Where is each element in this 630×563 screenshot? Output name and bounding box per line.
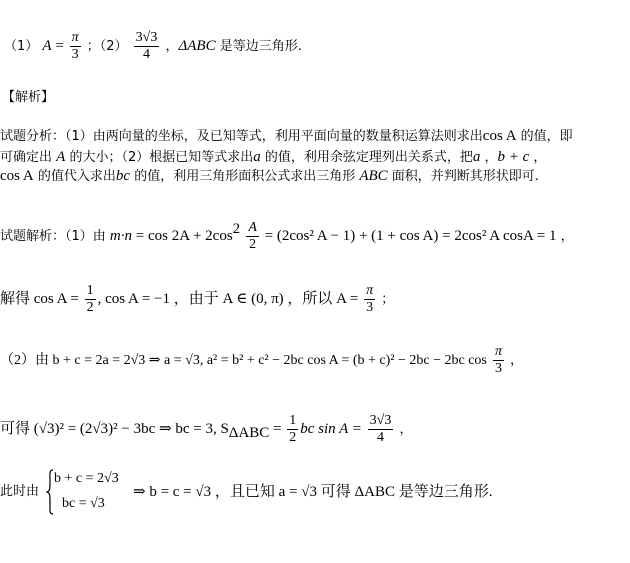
math: （2）由 b + c = 2a = 2√3 ⇒ a = √3, a² = b² + c² − 2bc cos A = (b + c)² − 2bc − 2bc cos [0, 353, 487, 368]
frac-num: 3√3 [369, 413, 392, 428]
frac-num: A [248, 220, 257, 235]
frac-num: 1 [86, 283, 94, 298]
math: = [269, 421, 286, 437]
text: ， [480, 150, 498, 165]
frac-3sqrt3-4 [368, 413, 394, 446]
answer-part1-label: （1） [4, 39, 39, 54]
frac-den: 4 [377, 430, 385, 445]
solution-step-5-rest: ⇒ b = c = √3 ，且已知 a = √3 可得 ΔABC 是等边三角形. [133, 484, 493, 500]
text: ， [506, 353, 524, 368]
math: bc sin A = [300, 421, 366, 437]
frac-num: 1 [289, 413, 297, 428]
answer-tail: 是等边三角形. [215, 39, 302, 54]
text: ， [556, 229, 574, 244]
frac-num: π [366, 283, 374, 298]
analysis-line-2 [0, 149, 546, 166]
text: 试题解析：（1）由 [0, 229, 110, 244]
solution-step-3 [0, 344, 523, 377]
math: a [472, 149, 481, 165]
frac-den: 2 [289, 430, 297, 445]
math: a [253, 149, 261, 165]
frac-a-2 [246, 220, 259, 253]
solution-step-4 [0, 413, 413, 446]
math: b + c [497, 149, 530, 165]
math: ΔABC [228, 425, 270, 441]
text: ， [529, 150, 547, 165]
math: m·n [109, 228, 132, 244]
frac-pi-3 [493, 344, 504, 377]
analysis-line-1 [0, 128, 573, 145]
text: 可确定出 [0, 150, 57, 165]
text: ， [395, 422, 413, 437]
answer-frac-3sqrt3-4 [134, 30, 160, 63]
frac-1-2 [85, 283, 96, 316]
section-heading: 【解析】 [2, 90, 55, 105]
solution-step-5-prefix: 此时由 [0, 484, 40, 499]
system-eq-1: b + c = 2√3 [54, 471, 119, 486]
frac-den: 2 [249, 237, 257, 252]
math: , cos A = −1 ，由于 A ∈ (0, π) ，所以 A = [97, 291, 363, 307]
system-eq-2: bc = √3 [62, 496, 105, 511]
math: cos A [0, 168, 34, 184]
text: 试题分析：（1）由两向量的坐标，及已知等式，利用平面向量的数量积运算法则求出 [0, 129, 483, 144]
math: 解得 cos A = [0, 291, 83, 307]
brace-icon [46, 469, 54, 515]
math: bc [115, 168, 131, 184]
math: = cos 2A + 2cos [132, 228, 233, 244]
frac-den: 4 [142, 47, 150, 62]
solution-step-1 [0, 220, 574, 253]
math: ABC [359, 168, 388, 184]
frac-num: π [71, 30, 79, 45]
answer-var-a: A [42, 38, 52, 54]
text: 面积，并判断其形状即可. [387, 169, 539, 184]
frac-den: 3 [366, 300, 374, 315]
text: 的值，即 [516, 129, 573, 144]
frac-1-2 [287, 413, 298, 446]
frac-den: 3 [71, 47, 79, 62]
frac-num: π [495, 344, 503, 359]
solution-step-2 [0, 283, 394, 316]
answer-frac-pi-3 [70, 30, 81, 63]
answer-triangle: ΔABC [178, 38, 216, 54]
answer-line: （1） A = $\frac{\pi}{3}$ ；（2） $\frac{3√3}{4}$ ，ΔABC 是等边三角形. [4, 30, 302, 62]
text: 的值，利用余弦定理列出关系式，把 [260, 150, 473, 165]
frac-num: 3√3 [135, 30, 158, 45]
math: = (2cos² A − 1) + (1 + cos A) = 2cos² A cosA = 1 [260, 228, 557, 244]
analysis-line-3 [0, 168, 539, 185]
text: 的大小；（2）根据已知等式求出 [65, 150, 254, 165]
answer-separator: ；（2） [86, 39, 128, 54]
text: ； [377, 292, 395, 307]
frac-den: 3 [495, 361, 503, 376]
answer-eq: = [51, 38, 68, 54]
text: 的值代入求出 [33, 169, 116, 184]
math: 可得 (√3)² = (2√3)² − 3bc ⇒ bc = 3, S [0, 421, 229, 437]
math: cos A [482, 128, 517, 144]
math: A [56, 149, 66, 165]
text: 的值，利用三角形面积公式求出三角形 [130, 169, 360, 184]
frac-den: 2 [86, 300, 94, 315]
frac-pi-3 [364, 283, 375, 316]
math: 2 [232, 221, 241, 237]
